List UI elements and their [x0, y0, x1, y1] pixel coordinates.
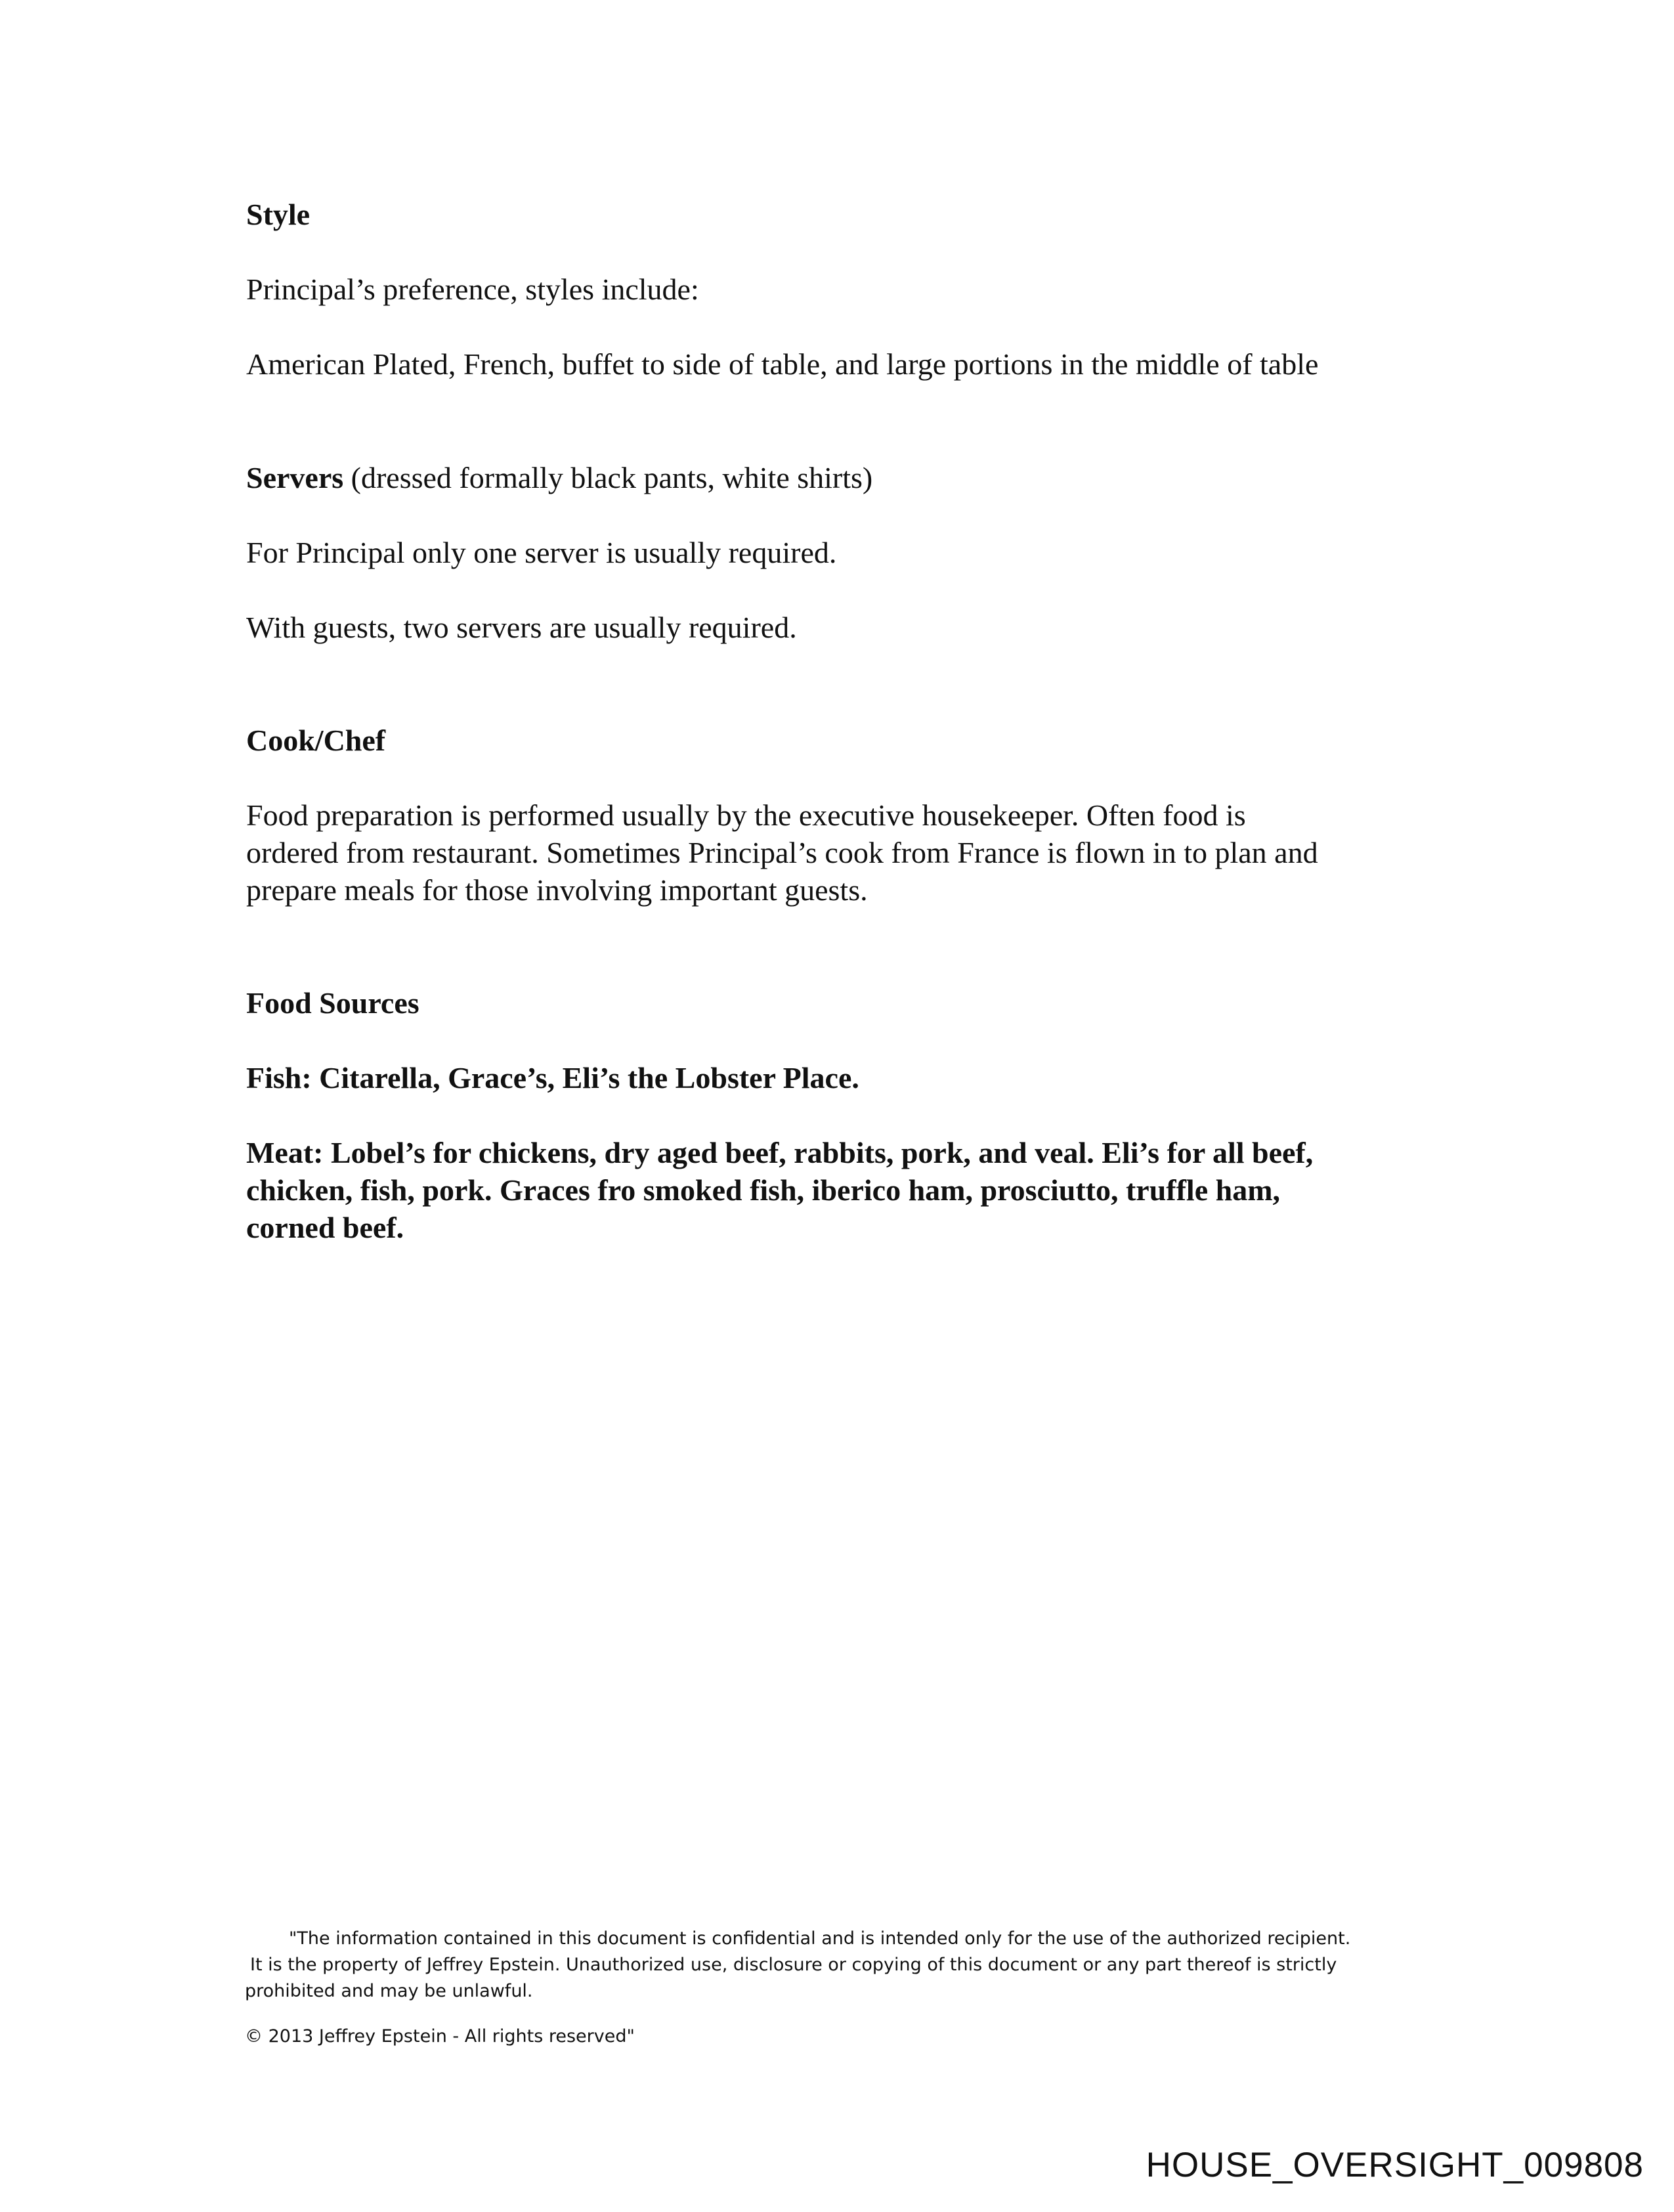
bates-stamp: HOUSE_OVERSIGHT_009808 — [1146, 2146, 1644, 2184]
confidentiality-line: "The information contained in this document is confidential and is intended only for the use of the authorized recipient. — [289, 1928, 1351, 1949]
copyright-notice: © 2013 Jeffrey Epstein - All rights reserved" — [245, 2026, 635, 2047]
servers-guests-line: With guests, two servers are usually required. — [246, 611, 797, 644]
servers-dress-note: (dressed formally black pants, white shirts) — [343, 461, 873, 494]
servers-heading-line — [246, 459, 872, 497]
confidentiality-line: It is the property of Jeffrey Epstein. Unauthorized use, disclosure or copying of this document or any part thereof is strictly — [250, 1955, 1337, 1975]
cook-paragraph-line: prepare meals for those involving important guests. — [246, 873, 868, 907]
servers-principal-line: For Principal only one server is usually required. — [246, 536, 837, 569]
style-options: American Plated, French, buffet to side of table, and large portions in the middle of table — [246, 347, 1319, 381]
cook-heading: Cook/Chef — [246, 724, 386, 757]
cook-paragraph-line: ordered from restaurant. Sometimes Principal’s cook from France is flown in to plan and — [246, 836, 1318, 869]
servers-heading: Servers — [246, 461, 344, 494]
food-sources-heading: Food Sources — [246, 986, 419, 1020]
meat-sources-line: corned beef. — [246, 1211, 404, 1244]
confidentiality-line: prohibited and may be unlawful. — [245, 1981, 533, 2001]
fish-sources: Fish: Citarella, Grace’s, Eli’s the Lobster Place. — [246, 1061, 859, 1095]
meat-sources-line: Meat: Lobel’s for chickens, dry aged beef, rabbits, pork, and veal. Eli’s for all beef, — [246, 1136, 1314, 1169]
style-intro: Principal’s preference, styles include: — [246, 272, 699, 306]
meat-sources-line: chicken, fish, pork. Graces fro smoked fish, iberico ham, prosciutto, truffle ham, — [246, 1173, 1281, 1207]
cook-paragraph-line: Food preparation is performed usually by the executive housekeeper. Often food is — [246, 798, 1246, 832]
style-heading: Style — [246, 198, 311, 231]
